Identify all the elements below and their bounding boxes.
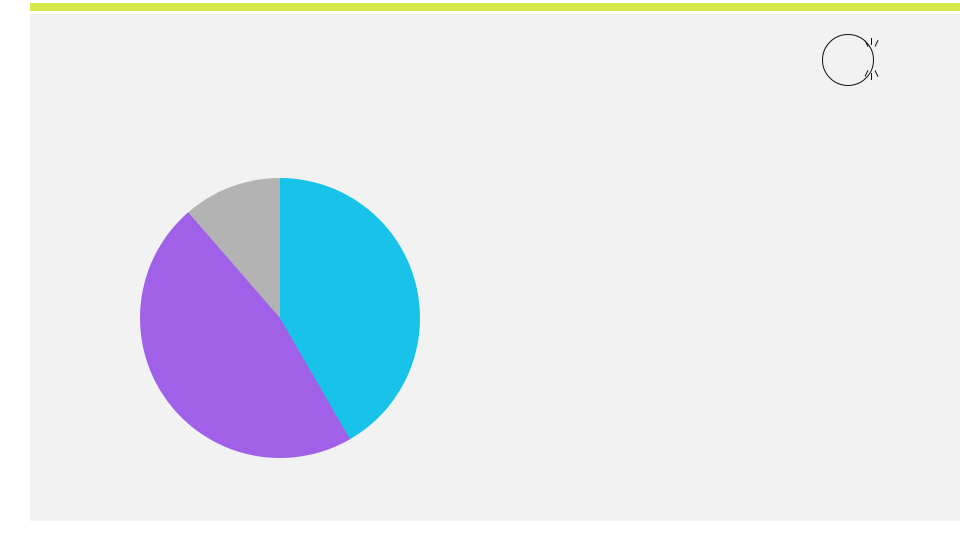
logo-ticks-icon xyxy=(866,38,880,82)
top-bar xyxy=(0,0,960,14)
lime-accent-bar xyxy=(30,3,960,11)
left-gutter xyxy=(0,0,30,539)
bottom-bar xyxy=(0,521,960,539)
trend-chart-bottom xyxy=(498,388,918,480)
trend-chart-bottom-svg xyxy=(498,388,918,480)
brand-logo xyxy=(822,30,908,90)
trend-chart-top xyxy=(498,182,918,330)
pie-slices xyxy=(140,178,420,458)
trend-x-axis xyxy=(498,478,918,512)
trend-chart-top-svg xyxy=(498,182,918,330)
pie-chart xyxy=(140,178,430,468)
